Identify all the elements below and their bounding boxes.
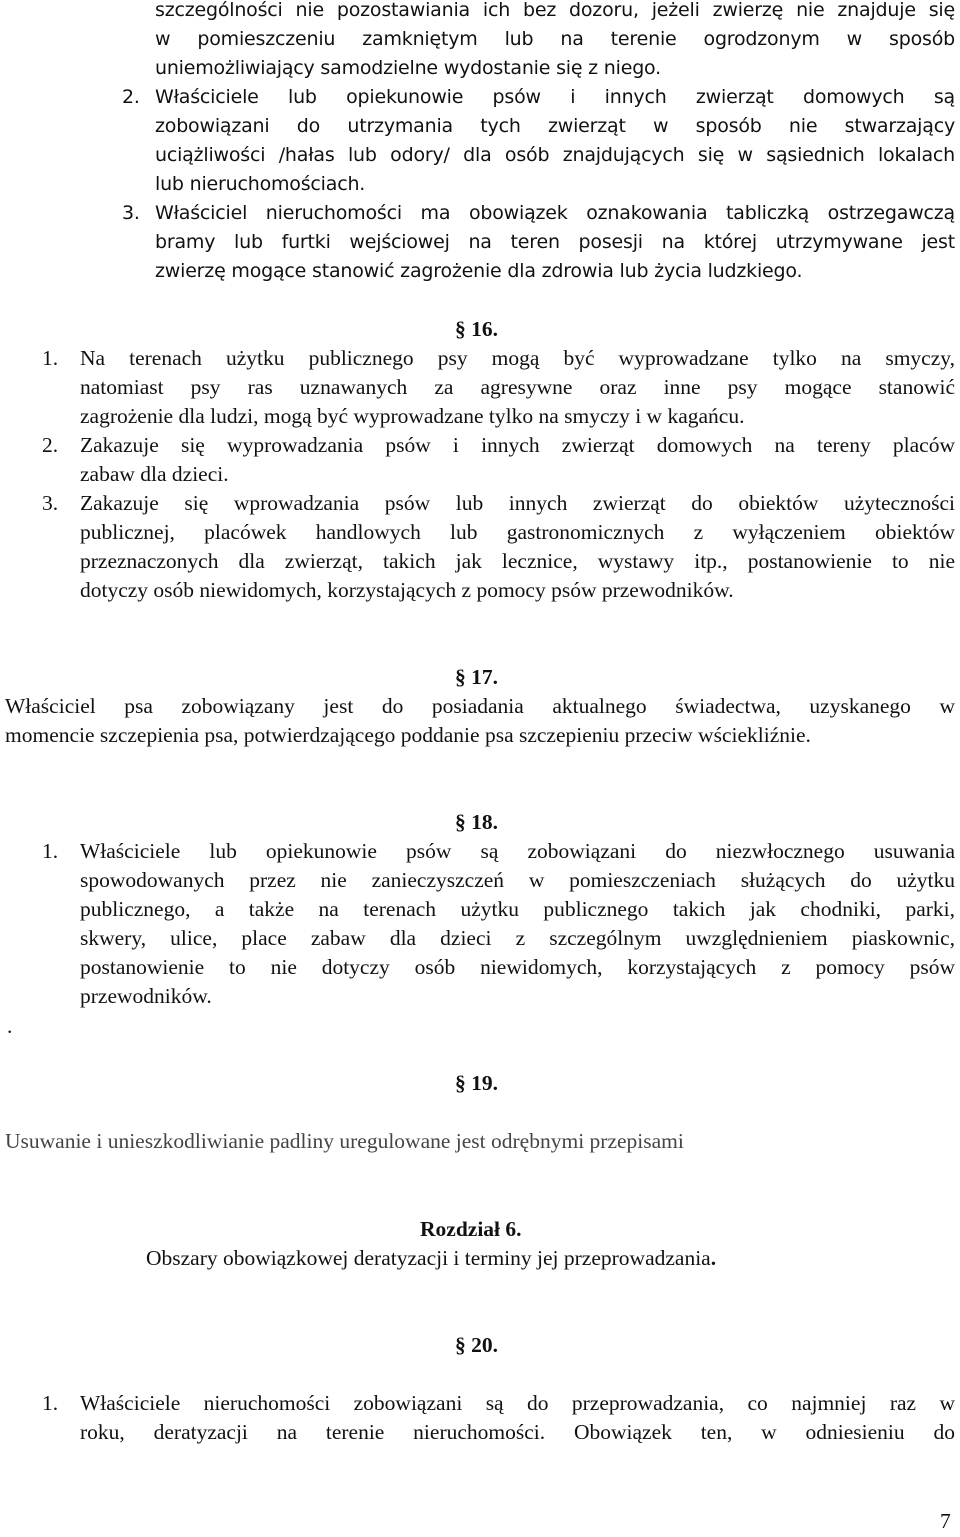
text-line: skwery, ulice, place zabaw dla dzieci z szczególnym uwzględnieniem piaskownic, (80, 926, 955, 950)
text-line: momencie szczepienia psa, potwierdzającego poddanie psa szczepieniu przeciw wściekliźnie. (5, 723, 811, 747)
text-line: Właściciele lub opiekunowie psów są zobowiązani do niezwłocznego usuwania (80, 839, 955, 863)
stray-dot: . (7, 1014, 13, 1038)
text-line: zagrożenie dla ludzi, mogą być wyprowadzane tylko na smyczy i w kagańcu. (80, 404, 745, 428)
chapter-subtitle (146, 1244, 716, 1273)
list-number: 1. (42, 839, 59, 863)
list-number: 2. (42, 433, 59, 457)
text-line: zabaw dla dzieci. (80, 462, 229, 486)
text-line: zobowiązani do utrzymania tych zwierząt w sposób nie stwarzający (155, 115, 955, 137)
text-line: publicznej, placówek handlowych lub gastronomicznych z wyłączeniem obiektów (80, 520, 955, 544)
text-line: postanowienie to nie dotyczy osób niewidomych, korzystających z pomocy psów (80, 955, 955, 979)
section-heading: § 18. (455, 810, 498, 834)
list-number: 3. (42, 491, 59, 515)
text-line: Właściciel nieruchomości ma obowiązek oznakowania tabliczką ostrzegawczą (155, 202, 955, 224)
text-line: Zakazuje się wyprowadzania psów i innych zwierząt domowych na tereny placów (80, 433, 955, 457)
chapter-title: Rozdział 6. (420, 1217, 522, 1241)
text-line: Właściciele nieruchomości zobowiązani są do przeprowadzania, co najmniej raz w (80, 1391, 955, 1415)
list-number: 2. (122, 86, 140, 108)
text-line: spowodowanych przez nie zanieczyszczeń w pomieszczeniach służących do użytku (80, 868, 955, 892)
text-line: przeznaczonych dla zwierząt, takich jak lecznice, wystawy itp., postanowienie to nie (80, 549, 955, 573)
text-line: Zakazuje się wprowadzania psów lub innych zwierząt do obiektów użyteczności (80, 491, 955, 515)
text-line: publicznego, a także na terenach użytku publicznego takich jak chodniki, parki, (80, 897, 955, 921)
text-line: lub nieruchomościach. (155, 173, 366, 195)
text-line: dotyczy osób niewidomych, korzystających z pomocy psów przewodników. (80, 578, 734, 602)
chapter-subtitle-dot: . (710, 1246, 717, 1270)
text-line: Na terenach użytku publicznego psy mogą być wyprowadzane tylko na smyczy, (80, 346, 955, 370)
text-line: uniemożliwiający samodzielne wydostanie się z niego. (155, 57, 661, 79)
text-line: Usuwanie i unieszkodliwianie padliny uregulowane jest odrębnymi przepisami (5, 1129, 684, 1153)
section-heading: § 16. (455, 317, 498, 341)
section-heading: § 19. (455, 1071, 498, 1095)
text-line: bramy lub furtki wejściowej na teren posesji na której utrzymywane jest (155, 231, 955, 253)
text-line: Właściciel psa zobowiązany jest do posiadania aktualnego świadectwa, uzyskanego w (5, 694, 955, 718)
page-number: 7 (940, 1509, 951, 1533)
section-heading: § 20. (455, 1333, 498, 1357)
list-number: 1. (42, 346, 59, 370)
text-line: roku, deratyzacji na terenie nieruchomości. Obowiązek ten, w odniesieniu do (80, 1420, 955, 1444)
text-line: zwierzę mogące stanowić zagrożenie dla zdrowia lub życia ludzkiego. (155, 260, 803, 282)
text-line: uciążliwości /hałas lub odory/ dla osób znajdujących się w sąsiednich lokalach (155, 144, 955, 166)
text-line: szczególności nie pozostawiania ich bez dozoru, jeżeli zwierzę nie znajduje się (155, 0, 955, 21)
text-line: natomiast psy ras uznawanych za agresywne oraz inne psy mogące stanowić (80, 375, 955, 399)
text-line: przewodników. (80, 984, 212, 1008)
chapter-subtitle-text: Obszary obowiązkowej deratyzacji i terminy jej przeprowadzania (146, 1246, 711, 1270)
text-line: Właściciele lub opiekunowie psów i innych zwierząt domowych są (155, 86, 955, 108)
list-number: 3. (122, 202, 140, 224)
list-number: 1. (42, 1391, 59, 1415)
section-heading: § 17. (455, 665, 498, 689)
text-line: w pomieszczeniu zamkniętym lub na terenie ogrodzonym w sposób (155, 28, 955, 50)
